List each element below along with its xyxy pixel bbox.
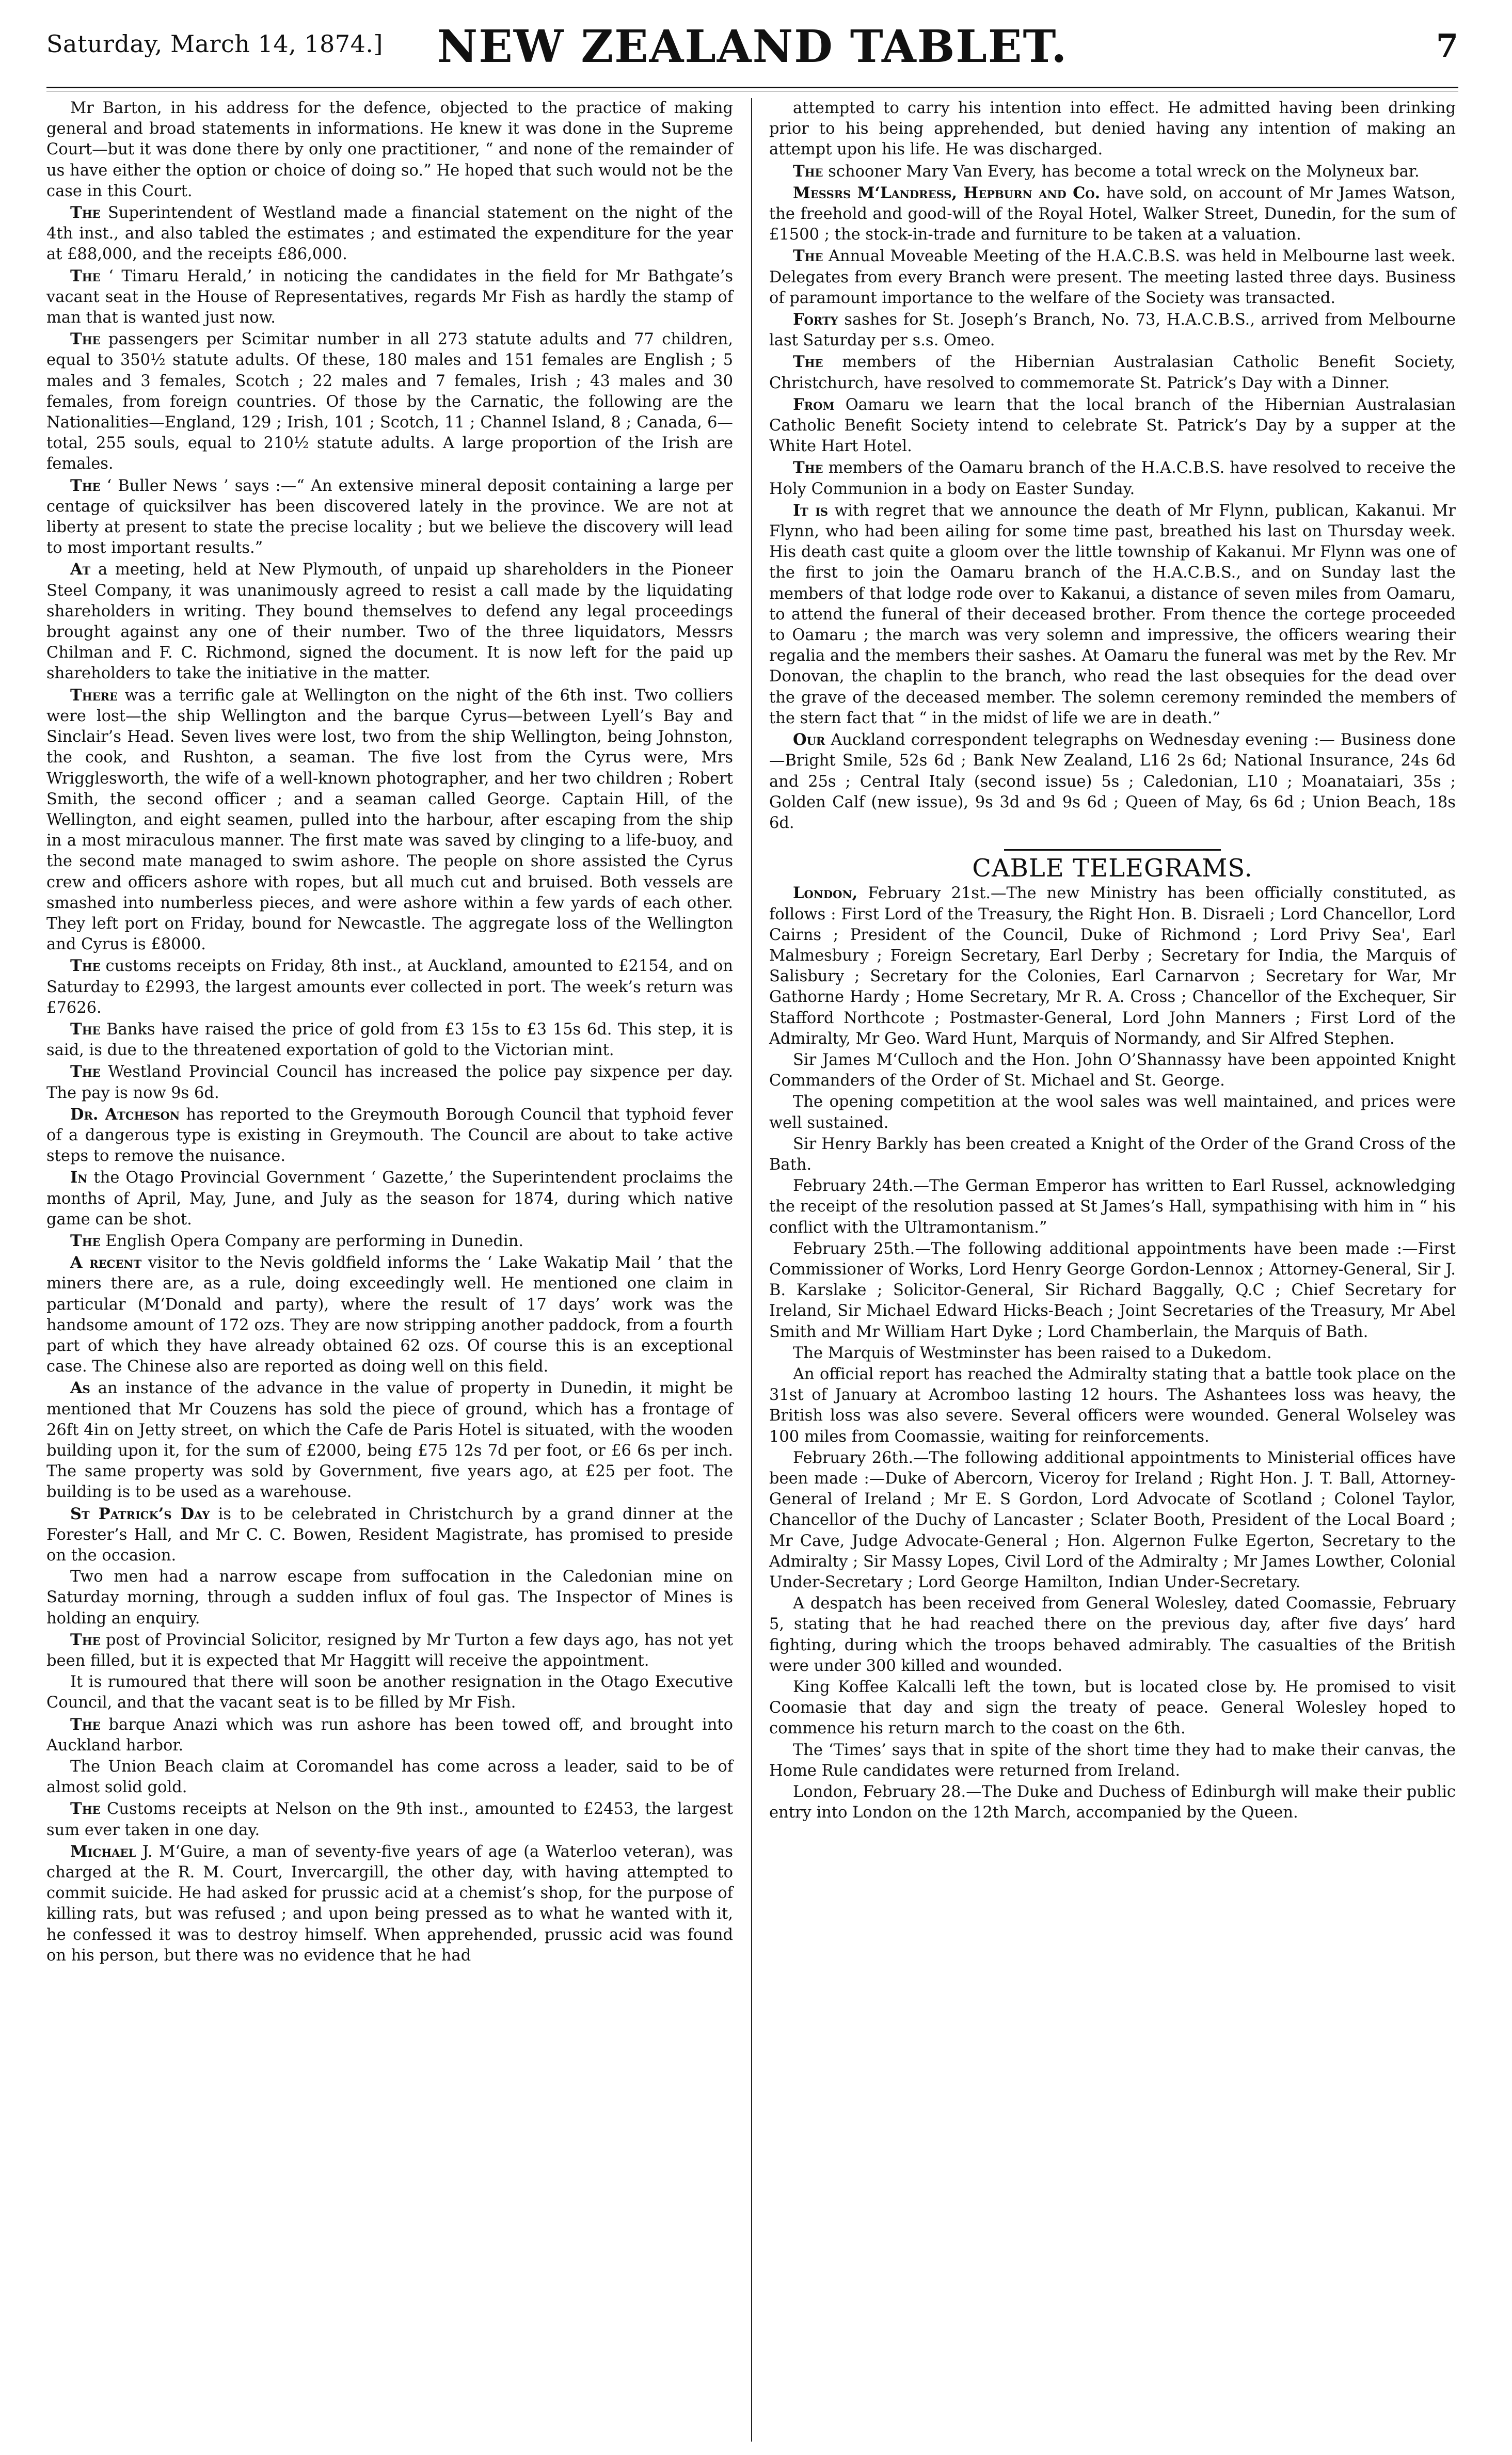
paragraph-lead: The [70, 1231, 101, 1250]
left-paragraph [46, 1714, 733, 1756]
paragraph-text: February 26th.—The following additional appointments to Ministerial offices have been made :—Duke of Abercorn, Viceroy for Ireland ; Right Hon. J. T. Ball, Attorney-General of Ireland ; Mr E. S Gordon, Lord Advocate of Scotland ; Colonel Taylor, Chancellor of the Duchy of Lancaster ; Sclater Booth, President of the Local Board ; Mr Cave, Judge Advocate-General ; Hon. Algernon Fulke Egerton, Secretary to the Admiralty ; Sir Massy Lopes, Civil Lord of the Admiralty ; Mr James Lowther, Colonial Under-Secretary ; Lord George Hamilton, Indian Under-Secretary. [769, 1448, 1456, 1592]
paragraph-lead: Messrs M‘Landress, Hepburn and Co. [793, 183, 1101, 202]
right-column [769, 98, 1456, 1824]
paragraph-lead: In [70, 1168, 88, 1187]
paragraph-text: Sir Henry Barkly has been created a Knight of the Order of the Grand Cross of the Bath. [769, 1135, 1456, 1174]
paragraph-text: London, February 28.—The Duke and Duchess of Edinburgh will make their public entry into London on the 12th March, accompanied by the Queen. [769, 1783, 1456, 1822]
left-paragraph [46, 1504, 733, 1567]
paragraph-lead: The [70, 266, 101, 285]
cable-paragraph [769, 883, 1456, 1049]
left-paragraph [46, 1630, 733, 1671]
paragraph-lead: The [793, 458, 823, 477]
left-paragraph [46, 202, 733, 265]
paragraph-text: Sir James M‘Culloch and the Hon. John O’Shannassy have been appointed Knight Commanders of the Order of St. Michael and St. George. [769, 1050, 1456, 1090]
paragraph-lead: The [793, 247, 823, 266]
cable-telegrams-heading: CABLE TELEGRAMS. [972, 854, 1253, 883]
right-paragraph [769, 394, 1456, 457]
paragraph-text: customs receipts on Friday, 8th inst., at Auckland, amounted to £2154, and on Saturday to £2993, the largest amounts ever collected in port. The week’s return was £7626. [46, 957, 733, 1017]
masthead-title: NEW ZEALAND TABLET. [437, 21, 1068, 73]
paragraph-text: The Marquis of Westminster has been raised to a Dukedom. [793, 1344, 1272, 1362]
left-paragraph [46, 475, 733, 559]
paragraph-lead: The [70, 203, 101, 222]
paragraph-lead: The [70, 1630, 101, 1649]
paragraph-text: Banks have raised the price of gold from £3 15s to £3 15s 6d. This step, it is said, is due to the threatened exportation of gold to the Victorian mint. [46, 1020, 733, 1060]
news-paragraphs [769, 98, 1456, 834]
column-divider [751, 98, 752, 2442]
paragraph-lead: From [793, 395, 835, 414]
left-paragraph [46, 329, 733, 474]
cable-paragraph [769, 1677, 1456, 1740]
page-header [46, 20, 1458, 84]
paragraph-text: have sold, on account of Mr James Watson, the freehold and good-will of the Royal Hotel, Walker Street, Dunedin, for the sum of £1500 ; the stock-in-trade and furniture to be taken at a valuation. [769, 184, 1456, 244]
paragraph-lead: Michael [70, 1842, 136, 1861]
paragraph-text: Superintendent of Westland made a financial statement on the night of the 4th inst., and also tabled the estimates ; and estimated the expenditure for the year at £88,000, and the receipts £86,000. [46, 204, 733, 264]
paragraph-lead: The [70, 1799, 101, 1819]
right-paragraph [769, 98, 1456, 161]
paragraph-text: barque Anazi which was run ashore has been towed off, and brought into Auckland harbor. [46, 1715, 733, 1755]
right-paragraph [769, 161, 1456, 182]
paragraph-text: English Opera Company are performing in Dunedin. [105, 1232, 524, 1250]
paragraph-text: has reported to the Greymouth Borough Council that typhoid fever of a dangerous type is existing in Greymouth. The Council are about to take active steps to remove the nuisance. [46, 1105, 733, 1166]
paragraph-lead: As [70, 1379, 90, 1398]
paragraph-text: attempted to carry his intention into effect. He admitted having been drinking prior to his being apprehended, but denied having any intention of making an attempt upon his life. He was discharged. [769, 99, 1456, 159]
paragraph-text: ‘ Timaru Herald,’ in noticing the candidates in the field for Mr Bathgate’s vacant seat in the House of Representatives, regards Mr Fish as hardly the stamp of man that is wanted just now. [46, 267, 733, 327]
paragraph-lead: The [70, 1019, 101, 1039]
paragraph-text: The opening competition at the wool sales was well maintained, and prices were well sustained. [769, 1093, 1456, 1132]
paragraph-text: It is rumoured that there will soon be another resignation in the Otago Executive Council, and that the vacant seat is to be filled by Mr Fish. [46, 1673, 733, 1712]
paragraph-lead: The [70, 1062, 101, 1081]
issue-date: Saturday, March 14, 1874.] [46, 30, 383, 58]
left-paragraph [46, 1567, 733, 1629]
right-paragraph [769, 183, 1456, 246]
paragraph-lead: St Patrick’s Day [70, 1504, 210, 1523]
left-paragraph [46, 1019, 733, 1061]
paragraph-text: Annual Moveable Meeting of the H.A.C.B.S. was held in Melbourne last week. Delegates from every Branch were present. The meeting lasted three days. Business of paramount importance to the welfare of the Society was transacted. [769, 247, 1456, 307]
paragraph-lead: The [70, 1715, 101, 1734]
paragraph-text: February 21st.—The new Ministry has been officially constituted, as follows : First Lord of the Treasury, the Right Hon. B. Disraeli ; Lord Chancellor, Lord Cairns ; President of the Council, Duke of Richmond ; Lord Privy Sea', Earl Malmesbury ; Foreign Secretary, Earl Derby ; Secretary for India, the Marquis of Salisbury ; Secretary for the Colonies, Earl Carnarvon ; Secretary for War, Mr Gathorne Hardy ; Home Secretary, Mr R. A. Cross ; Chancellor of the Exchequer, Sir Stafford Northcote ; Postmaster-General, Lord John Manners ; First Lord of the Admiralty, Mr Geo. Ward Hunt, Marquis of Normandy, and Sir Alfred Stephen. [769, 884, 1456, 1048]
paragraph-lead: The [793, 353, 823, 372]
paragraph-text: post of Provincial Solicitor, resigned by Mr Turton a few days ago, has not yet been filled, but it is expected that Mr Haggitt will receive the appointment. [46, 1631, 733, 1670]
section-rule [1004, 849, 1221, 851]
cable-paragraph [769, 1176, 1456, 1238]
paragraph-text: schooner Mary Van Every, has become a total wreck on the Molyneux bar. [828, 162, 1420, 181]
paragraph-lead: The [793, 162, 823, 181]
paragraph-text: February 24th.—The German Emperor has written to Earl Russel, acknowledging the receipt of the resolution passed at St James’s Hall, sympathising with him in “ his conflict with the Ultramontanism.” [769, 1177, 1456, 1237]
left-paragraph [46, 1104, 733, 1167]
left-paragraph [46, 559, 733, 684]
paragraph-lead: London, [793, 884, 858, 903]
cable-paragraph [769, 1364, 1456, 1447]
cable-paragraph [769, 1050, 1456, 1091]
page-number: 7 [1436, 27, 1458, 65]
paragraph-text: with regret that we announce the death of Mr Flynn, publican, Kakanui. Mr Flynn, who had been ailing for some time past, breathed his last on Thursday week. His death cast quite a gloom over the little township of Kakanui. Mr Flynn was one of the first to join the Oamaru branch of the H.A.C.B.S., and on Sunday last the members of that lodge rode over to Kakanui, a distance of seven miles from Oamaru, to attend the funeral of their deceased brother. From thence the cortege proceeded to Oamaru ; the march was very solemn and impressive, the officers wearing their regalia and the members their sashes. At Oamaru the funeral was met by the Rev. Mr Donovan, the chaplin to the branch, who read the last obsequies for the dead over the grave of the deceased member. The solemn ceremony reminded the members of the stern fact that “ in the midst of life we are in death.” [769, 501, 1456, 727]
paragraph-text: passengers per Scimitar number in all 273 statute adults and 77 children, equal to 350½ statute adults. Of these, 180 males and 151 females are English ; 5 males and 3 females, Scotch ; 22 males and 7 females, Irish ; 43 males and 30 females, from foreign countries. Of those by the Carnatic, the following are the Nationalities—England, 129 ; Irish, 101 ; Scotch, 11 ; Channel Island, 8 ; Canada, 6—total, 255 souls, equal to 210½ statute adults. A large proportion of the Irish are females. [46, 330, 733, 473]
cable-paragraphs [769, 883, 1456, 1823]
paragraph-text: ‘ Buller News ’ says :—“ An extensive mineral deposit containing a large per centage of quicksilver has been discovered lately in the province. We are not at liberty at present to state the precise locality ; but we believe the discovery will lead to most important results.” [46, 476, 733, 557]
header-rule [46, 87, 1458, 88]
paragraph-text: An official report has reached the Admiralty stating that a battle took place on the 31st of January at Acromboo lasting 12 hours. The Ashantees loss was heavy, the British loss was also severe. Several officers were wounded. General Wolseley was 100 miles from Coomassie, waiting for reinforcements. [769, 1365, 1456, 1446]
paragraph-text: A despatch has been received from General Wolesley, dated Coomassie, February 5, stating that he had reached there on the previous day, after five days’ hard fighting, during which the troops behaved admirably. The casualties of the British were under 300 killed and wounded. [769, 1595, 1456, 1675]
cable-paragraph [769, 1134, 1456, 1175]
paragraph-text: The Union Beach claim at Coromandel has come across a leader, said to be of almost solid gold. [46, 1758, 733, 1797]
left-paragraph [46, 1231, 733, 1252]
paragraph-text: an instance of the advance in the value of property in Dunedin, it might be mentioned that Mr Couzens has sold the piece of ground, which has a frontage of 26ft 4in on Jetty street, on which the Cafe de Paris Hotel is situated, with the wooden building upon it, for the sum of £2000, being £75 12s 7d per foot, or £6 6s per inch. The same property was sold by Government, five years ago, at £25 per foot. The building is to be used as a warehouse. [46, 1379, 734, 1502]
left-paragraph [46, 1672, 733, 1713]
cable-paragraph [769, 1448, 1456, 1593]
left-paragraph [46, 98, 733, 202]
paragraph-text: Mr Barton, in his address for the defence, objected to the practice of making general and broad statements in informations. He knew it was done in the Supreme Court—but it was done there by only one practitioner, “ and none of the remainder of us have either the option or choice of doing so.” He hoped that such would not be the case in this Court. [46, 99, 733, 200]
paragraph-text: Auckland correspondent telegraphs on Wednesday evening :— Business done—Bright Smile, 52s 6d ; Bank New Zealand, L16 2s 6d; National Insurance, 24s 6d and 25s ; Central Italy (second issue) 5s ; Caledonian, L10 ; Moanataiari, 35s ; Golden Calf (new issue), 9s 3d and 9s 6d ; Queen of May, 6s 6d ; Union Beach, 18s 6d. [769, 731, 1456, 832]
left-paragraph [46, 266, 733, 329]
paragraph-text: Customs receipts at Nelson on the 9th inst., amounted to £2453, the largest sum ever taken in one day. [46, 1800, 733, 1839]
cable-paragraph [769, 1343, 1456, 1364]
paragraph-lead: Our [793, 730, 825, 750]
cable-paragraph [769, 1593, 1456, 1677]
paragraph-text: a meeting, held at New Plymouth, of unpaid up shareholders in the Pioneer Steel Company, it was unanimously agreed to resist a call made by the liquidating shareholders in writing. They bound themselves to defend any legal proceedings brought against any one of their number. Two of the three liquidators, Messrs Chilman and F. C. Richmond, signed the document. It is now left for the paid up shareholders to take the initiative in the matter. [46, 561, 733, 683]
paragraph-text: members of the Hibernian Australasian Catholic Benefit Society, Christchurch, have resolved to commemorate St. Patrick’s Day with a Dinner. [769, 353, 1456, 392]
right-paragraph [769, 500, 1456, 729]
right-paragraph [769, 729, 1456, 834]
paragraph-lead: Forty [793, 310, 838, 329]
paragraph-text: is to be celebrated in Christchurch by a grand dinner at the Forester’s Hall, and Mr C. C. Bowen, Resident Magistrate, has promised to preside on the occasion. [46, 1505, 734, 1565]
right-paragraph [769, 309, 1456, 351]
paragraph-text: February 25th.—The following additional appointments have been made :—First Commissioner of Works, Lord Henry George Gordon-Lennox ; Attorney-General, Sir J. B. Karslake ; Solicitor-General, Sir Richard Baggally, Q.C ; Chief Secretary for Ireland, Sir Michael Edward Hicks-Beach ; Joint Secretaries of the Treasury, Mr Abel Smith and Mr William Hart Dyke ; Lord Chamberlain, the Marquis of Bath. [769, 1239, 1456, 1341]
left-column [46, 98, 733, 1967]
paragraph-text: Oamaru we learn that the local branch of the Hibernian Australasian Catholic Benefit Society intend to celebrate St. Patrick’s Day by a supper at the White Hart Hotel. [769, 395, 1456, 456]
left-paragraph [46, 1841, 733, 1966]
left-paragraph [46, 1757, 733, 1798]
left-paragraph [46, 1252, 733, 1377]
paragraph-lead: A recent [70, 1253, 142, 1272]
paragraph-text: sashes for St. Joseph’s Branch, No. 73, H.A.C.B.S., arrived from Melbourne last Saturday per s.s. Omeo. [769, 311, 1456, 350]
paragraph-text: King Koffee Kalcalli left the town, but is located close by. He promised to visit Coomasie that day and sign the treaty of peace. General Wolesley hoped to commence his return march to the coast on the 6th. [769, 1678, 1456, 1738]
paragraph-lead: The [70, 476, 101, 495]
right-paragraph [769, 246, 1456, 309]
left-paragraph [46, 1061, 733, 1103]
right-paragraph [769, 352, 1456, 393]
paragraph-lead: It is [793, 501, 829, 520]
cable-paragraph [769, 1092, 1456, 1133]
paragraph-text: visitor to the Nevis goldfield informs the ‘ Lake Wakatip Mail ’ that the miners there are, as a rule, doing exceedingly well. He mentioned one claim in particular (M‘Donald and party), where the result of 17 days’ work was the handsome amount of 172 ozs. They are now stripping another paddock, from a fourth part of which they have already obtained 62 ozs. Of course this is an exceptional case. The Chinese also are reported as doing well on this field. [46, 1254, 733, 1376]
paragraph-lead: Dr. Atcheson [70, 1105, 180, 1124]
paragraph-lead: The [70, 957, 101, 976]
left-paragraph [46, 1167, 733, 1230]
left-paragraph [46, 685, 733, 955]
cable-paragraph [769, 1239, 1456, 1343]
cable-paragraph [769, 1782, 1456, 1823]
right-paragraph [769, 457, 1456, 499]
paragraph-text: Two men had a narrow escape from suffocation in the Caledonian mine on Saturday morning, through a sudden influx of foul gas. The Inspector of Mines is holding an enquiry. [46, 1568, 733, 1628]
paragraph-lead: At [70, 560, 91, 579]
left-paragraph [46, 955, 733, 1018]
paragraph-text: the Otago Provincial Government ‘ Gazette,’ the Superintendent proclaims the months of April, May, June, and July as the season for 1874, during which native game can be shot. [46, 1169, 733, 1229]
paragraph-text: The ‘Times’ says that in spite of the short time they had to make their canvas, the Home Rule candidates were returned from Ireland. [769, 1741, 1456, 1780]
paragraph-text: members of the Oamaru branch of the H.A.C.B.S. have resolved to receive the Holy Communion in a body on Easter Sunday. [769, 459, 1456, 498]
left-paragraph [46, 1378, 733, 1503]
paragraph-lead: There [70, 686, 118, 705]
cable-paragraph [769, 1740, 1456, 1781]
left-paragraph [46, 1798, 733, 1840]
paragraph-lead: The [70, 330, 101, 349]
paragraph-text: Westland Provincial Council has increased the police pay sixpence per day. The pay is now 9s 6d. [46, 1063, 733, 1102]
paragraph-text: was a terrific gale at Wellington on the night of the 6th inst. Two colliers were lost—the ship Wellington and the barque Cyrus—between Lyell’s Bay and Sinclair’s Head. Seven lives were lost, two from the ship Wellington, being Johnston, the cook, and Rushton, a seaman. The five lost from the Cyrus were, Mrs Wrigglesworth, the wife of a well-known photographer, and her two children ; Robert Smith, the second officer ; and a seaman called George. Captain Hill, of the Wellington, and eight seamen, pulled into the harbour, after escaping from the ship in a most miraculous manner. The first mate was saved by clinging to a life-buoy, and the second mate managed to swim ashore. The people on shore assisted the Cyrus crew and officers ashore with ropes, but all much cut and bruised. Both vessels are smashed into numberless pieces, and were ashore within a few yards of each other. They left port on Friday, bound for Newcastle. The aggregate loss of the Wellington and Cyrus is £8000. [46, 686, 733, 954]
paragraph-text: J. M‘Guire, a man of seventy-five years of age (a Waterloo veteran), was charged at the R. M. Court, Invercargill, the other day, with having attempted to commit suicide. He had asked for prussic acid at a chemist’s shop, for the purpose of killing rats, but was refused ; and upon being pressed as to what he wanted with it, he confessed it was to destroy himself. When apprehended, prussic acid was found on his person, but there was no evidence that he had [46, 1842, 734, 1965]
